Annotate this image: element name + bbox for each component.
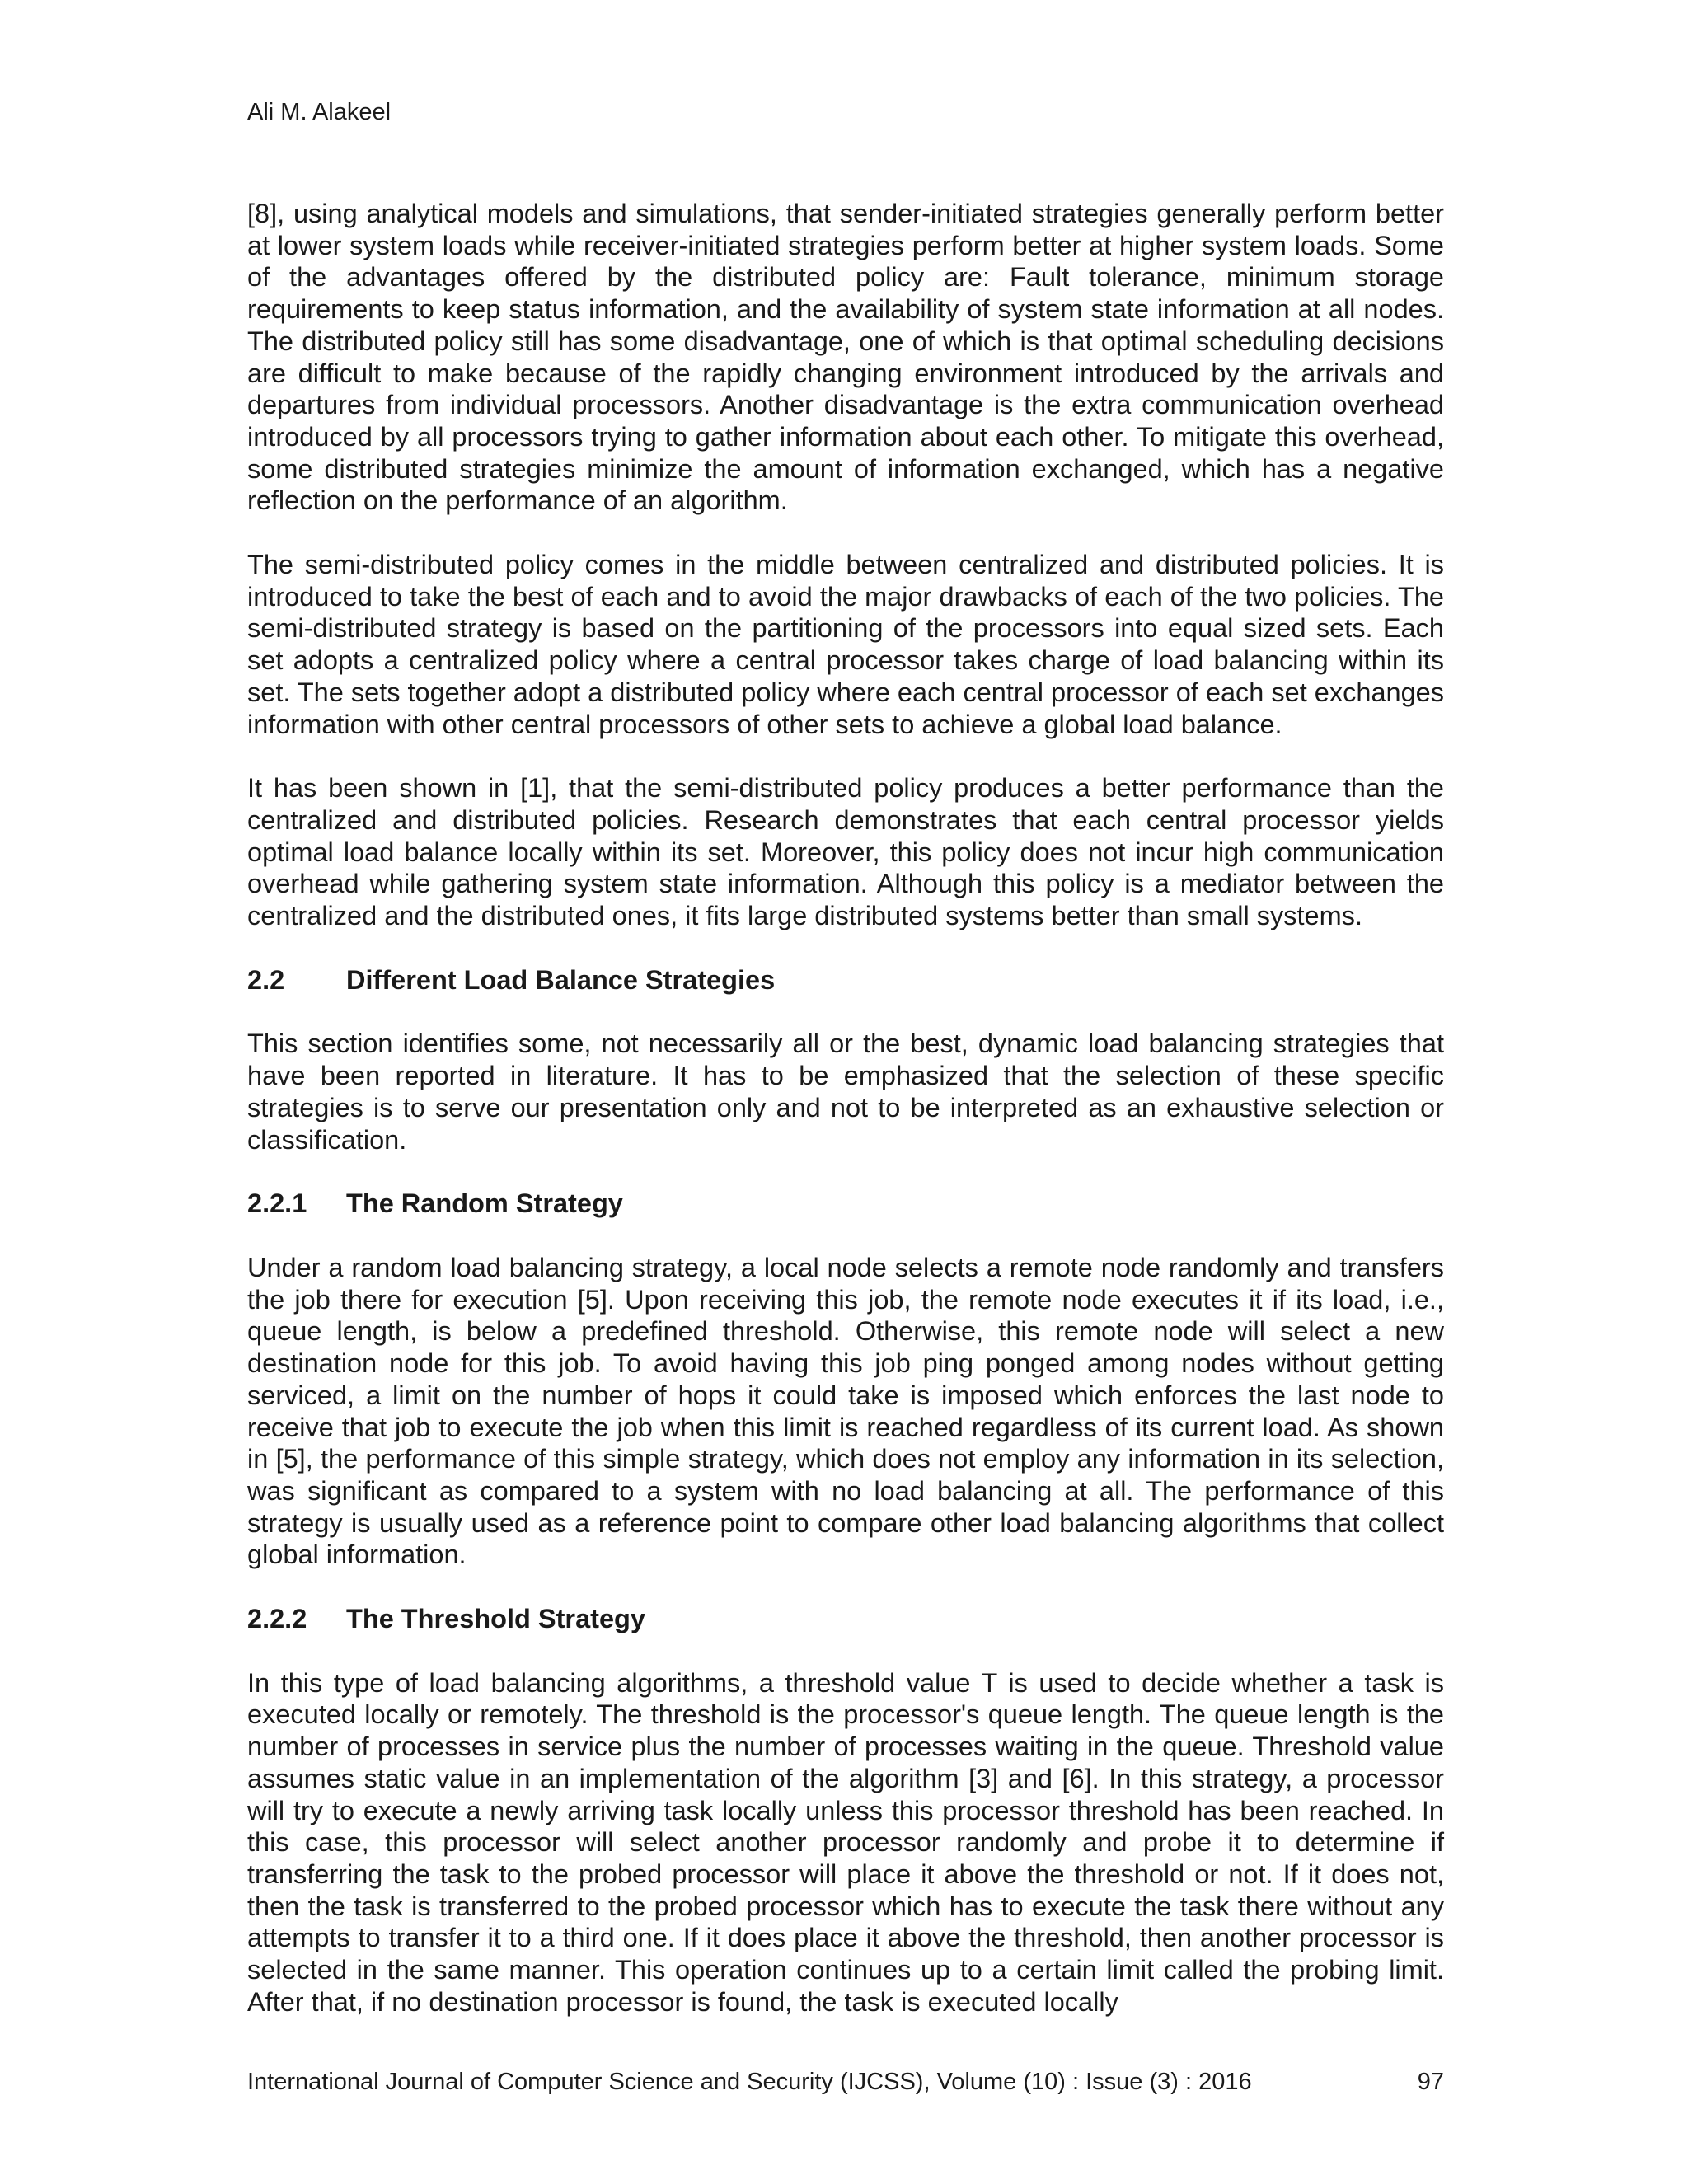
body-text <box>247 198 1444 2050</box>
section-paragraph: Under a random load balancing strategy, a local node selects a remote node randomly and transfers the job there for execution [5]. Upon receiving this job, the remote node executes it if its load, i.e., queue length, is below a predefined threshold. Otherwise, this remote node will select a new destination node for this job. To avoid having this job ping ponged among nodes without getting serviced, a limit on the number of hops it could take is imposed which enforces the last node to receive that job to execute the job when this limit is reached regardless of its current load. As shown in [5], the performance of this simple strategy, which does not employ any information in its selection, was significant as compared to a system with no load balancing at all. The performance of this strategy is usually used as a reference point to compare other load balancing algorithms that collect global information. <box>247 1252 1444 1570</box>
paragraph: The semi-distributed policy comes in the middle between centralized and distributed policies. It is introduced to take the best of each and to avoid the major drawbacks of each of the two policies. The semi-distributed strategy is based on the partitioning of the processors into equal sized sets. Each set adopts a centralized policy where a central processor takes charge of load balancing within its set. The sets together adopt a distributed policy where each central processor of each set exchanges information with other central processors of other sets to achieve a global load balance. <box>247 550 1444 739</box>
section-2-2-2 <box>247 1603 1444 2018</box>
section-2-2-1 <box>247 1188 1444 1571</box>
section-heading <box>247 1188 1444 1220</box>
section-2-2 <box>247 964 1444 1156</box>
section-number: 2.2 <box>247 964 285 995</box>
paragraph: It has been shown in [1], that the semi-distributed policy produces a better performance than the centralized and distributed policies. Research demonstrates that each central processor yields optimal load balance locally within its set. Moreover, this policy does not incur high communication overhead while gathering system state information. Although this policy is a mediator between the centralized and the distributed ones, it fits large distributed systems better than small systems. <box>247 773 1444 931</box>
page-number: 97 <box>1417 2069 1444 2095</box>
section-paragraph: In this type of load balancing algorithms, a threshold value T is used to decide whether a task is executed locally or remotely. The threshold is the processor's queue length. The queue length is the number of processes in service plus the number of processes waiting in the queue. Threshold value assumes static value in an implementation of the algorithm [3] and [6]. In this strategy, a processor will try to execute a newly arriving task locally unless this processor threshold has been reached. In this case, this processor will select another processor randomly and probe it to determine if transferring the task to the probed processor will place it above the threshold or not. If it does not, then the task is transferred to the probed processor which has to execute the task there without any attempts to transfer it to a third one. If it does place it above the threshold, then another processor is selected in the same manner. This operation continues up to a certain limit called the probing limit. After that, if no destination processor is found, the task is executed locally <box>247 1667 1444 2017</box>
paragraph: [8], using analytical models and simulations, that sender-initiated strategies generally perform better at lower system loads while receiver-initiated strategies perform better at higher system loads. Some of the advantages offered by the distributed policy are: Fault tolerance, minimum storage requirements to keep status information, and the availability of system state information at all nodes. The distributed policy still has some disadvantage, one of which is that optimal scheduling decisions are difficult to make because of the rapidly changing environment introduced by the arrivals and departures from individual processors. Another disadvantage is the extra communication overhead introduced by all processors trying to gather information about each other. To mitigate this overhead, some distributed strategies minimize the amount of information exchanged, which has a negative reflection on the performance of an algorithm. <box>247 199 1444 516</box>
footer-journal-citation: International Journal of Computer Science and Security (IJCSS), Volume (10) : Issue (3) : 2016 <box>247 2069 1252 2095</box>
page-footer <box>247 2067 1444 2097</box>
running-header-author: Ali M. Alakeel <box>247 99 392 125</box>
section-paragraph: This section identifies some, not necessarily all or the best, dynamic load balancing strategies that have been reported in literature. It has to be emphasized that the selection of these specific strategies is to serve our presentation only and not to be interpreted as an exhaustive selection or classification. <box>247 1029 1444 1155</box>
section-number: 2.2.1 <box>247 1188 307 1219</box>
section-title: The Threshold Strategy <box>346 1604 645 1634</box>
section-title: The Random Strategy <box>346 1188 623 1219</box>
section-number: 2.2.2 <box>247 1604 307 1634</box>
section-heading <box>247 964 1444 996</box>
section-title: Different Load Balance Strategies <box>346 964 776 995</box>
section-heading <box>247 1603 1444 1635</box>
